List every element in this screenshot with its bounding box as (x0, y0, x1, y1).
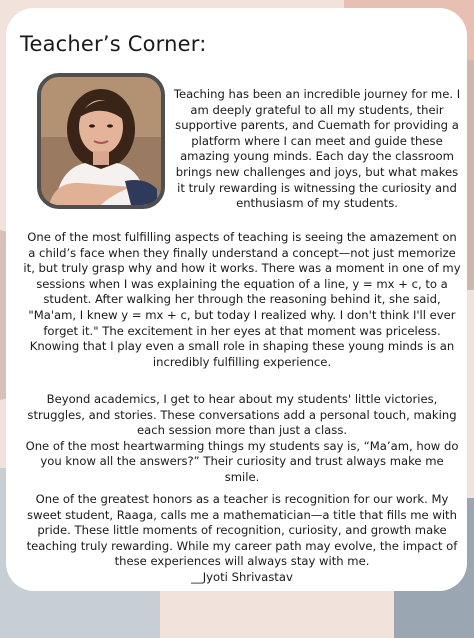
paragraph-heartwarming-quote: One of the most heartwarming things my students say is, “Ma’am, how do you know all the answers?” Their curiosity and trust always make me smile. (25, 438, 459, 484)
teacher-photo (37, 73, 165, 209)
signature: __Jyoti Shrivastav (191, 569, 293, 584)
teacher-portrait-illustration (41, 77, 161, 205)
content-card (6, 8, 467, 591)
paragraph-beyond-academics (22, 392, 462, 486)
paragraph-concept-story: One of the most fulfilling aspects of teaching is seeing the amazement on a child’s face when they finally understand a concept—not just memorize it, but truly grasp why and how it works. There was a moment in one of my sessions when I was explaining the equation of a line, y = mx + c, to a student. After walking her through the reasoning behind it, she said, "Ma'am, I knew y = mx + c, but today I realized why. I don't think I'll ever forget it." The excitement in her eyes at that moment was priceless. Knowing that I play even a small role in shaping these young minds is an incredibly fulfilling experience. (23, 230, 461, 369)
page-title: Teacher’s Corner: (20, 32, 207, 56)
paragraph-recognition-text: One of the greatest honors as a teacher is recognition for our work. My sweet student, Raaga, calls me a mathematician—a title that fills me with pride. These little moments of recognition, curiosity, and growth make teaching truly rewarding. While my career path may evolve, the impact of these experiences will always stay with me. (26, 492, 458, 569)
paragraph-beyond-academics-text: Beyond academics, I get to hear about my students' little victories, struggles, and stories. These conversations add a personal touch, making each session more than just a class. (27, 392, 457, 438)
intro-paragraph: Teaching has been an incredible journey for me. I am deeply grateful to all my students, their supportive parents, and Cuemath for providing a platform where I can meet and guide these amazing young minds. Each day the classroom brings new challenges and joys, but what makes it truly rewarding is witnessing the curiosity and enthusiasm of my students. (173, 87, 461, 211)
paragraph-recognition (22, 492, 462, 586)
